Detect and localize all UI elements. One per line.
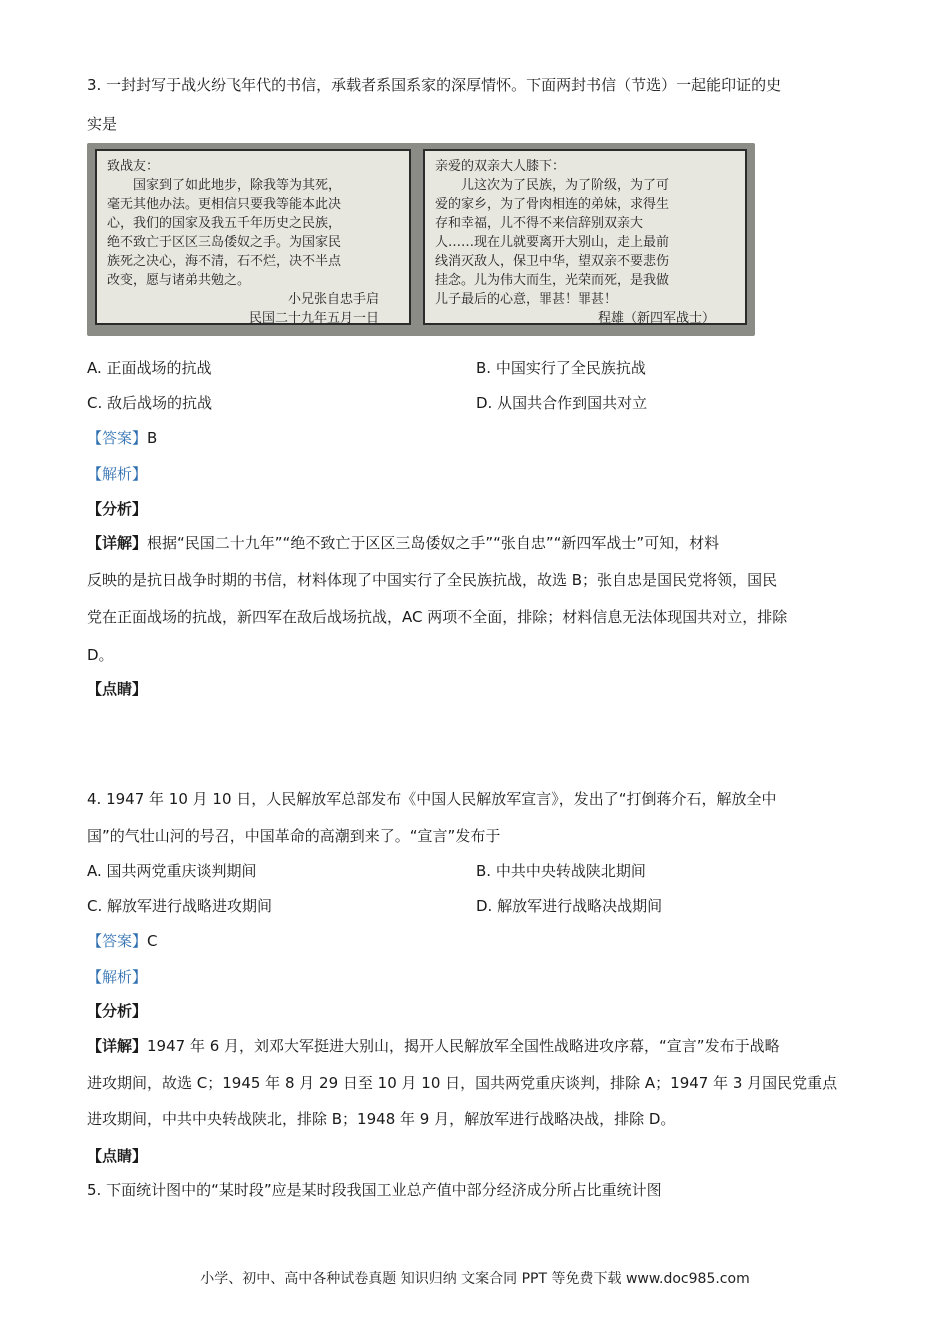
letter-right-line: 爱的家乡，为了骨肉相连的弟妹，求得生 [435, 197, 670, 212]
letter-cheng-xiong [423, 149, 747, 325]
q3-fenxi-label: 【分析】 [87, 500, 148, 518]
letter-right-line: 儿这次为了民族，为了阶级，为了可 [461, 178, 670, 193]
q4-dianjing-label: 【点睛】 [87, 1147, 148, 1165]
q4-analysis-label: 【解析】 [87, 968, 148, 986]
letter-right-line: 儿子最后的心意，罪甚！罪甚！ [435, 292, 618, 307]
q4-answer [87, 930, 877, 952]
detail-text: 1947 年 6 月，刘邓大军挺进大别山，揭开人民解放军全国性战略进攻序幕，“宣言”发布于战略 [147, 1037, 780, 1055]
letter-left-line: 毫无其他办法。更相信只要我等能本此决 [107, 197, 342, 212]
letter-left-line: 国家到了如此地步，除我等为其死， [133, 178, 342, 193]
q3-stem-line2: 实是 [87, 115, 118, 133]
letter-right-signature: 程雄（新四军战士） [597, 311, 715, 326]
footer-text: 小学、初中、高中各种试卷真题 知识归纳 文案合同 PPT 等免费下载 [200, 1271, 622, 1287]
letter-right-line: 人……现在儿就要离开大别山，走上最前 [435, 235, 670, 250]
q3-detail-line2: 反映的是抗日战争时期的书信，材料体现了中国实行了全民族抗战，故选 B；张自忠是国民党将领，国民 [87, 571, 778, 589]
letters-photo [87, 143, 755, 336]
letter-right-line: 线消灭敌人，保卫中华，望双亲不要悲伤 [435, 254, 670, 269]
q4-option-c: C. 解放军进行战略进攻期间 [87, 897, 273, 915]
letter-left-line: 族死之决心，海不清，石不烂，决不半点 [107, 254, 342, 269]
q3-option-c: C. 敌后战场的抗战 [87, 394, 213, 412]
q4-option-d: D. 解放军进行战略决战期间 [476, 897, 663, 915]
detail-label: 【详解】 [87, 534, 148, 552]
q4-option-b: B. 中共中央转战陕北期间 [476, 862, 646, 880]
q3-option-b: B. 中国实行了全民族抗战 [476, 359, 646, 377]
detail-text: 根据“民国二十九年”“绝不致亡于区区三岛倭奴之手”“张自忠”“新四军战士”可知，材料 [147, 534, 720, 552]
letter-left-salutation: 致战友： [107, 159, 160, 174]
q3-detail-line3: 党在正面战场的抗战，新四军在敌后战场抗战，AC 两项不全面，排除；材料信息无法体现国共对立，排除 [87, 608, 788, 626]
letter-right-line: 挂念。儿为伟大而生，光荣而死，是我做 [435, 273, 670, 288]
q3-answer [87, 427, 877, 449]
q4-stem-line1: 4. 1947 年 10 月 10 日，人民解放军总部发布《中国人民解放军宣言》，发出了“打倒蒋介石，解放全中 [87, 790, 777, 808]
q3-stem-line1: 3. 一封封写于战火纷飞年代的书信，承载者系国系家的深厚情怀。下面两封书信（节选）一起能印证的史 [87, 76, 782, 94]
q4-option-a: A. 国共两党重庆谈判期间 [87, 862, 257, 880]
letter-left-line: 绝不致亡于区区三岛倭奴之手。为国家民 [107, 235, 342, 250]
q3-dianjing-label: 【点睛】 [87, 680, 148, 698]
answer-label: 【答案】 [87, 429, 148, 447]
q5-stem-line1: 5. 下面统计图中的“某时段”应是某时段我国工业总产值中部分经济成分所占比重统计图 [87, 1181, 662, 1199]
q4-detail-line3: 进攻期间，中共中央转战陕北，排除 B；1948 年 9 月，解放军进行战略决战，排除 D。 [87, 1110, 676, 1128]
letter-left-signature: 小兄张自忠手启 [287, 292, 379, 307]
q3-option-a: A. 正面战场的抗战 [87, 359, 212, 377]
letter-right-salutation: 亲爱的双亲大人膝下： [435, 159, 566, 174]
q3-analysis-label: 【解析】 [87, 465, 148, 483]
letter-left-line: 改变，愿与诸弟共勉之。 [107, 273, 251, 288]
q3-detail-line1 [87, 532, 877, 554]
answer-value: B [147, 429, 158, 447]
footer-link[interactable]: www.doc985.com [625, 1271, 750, 1287]
letter-left-date: 民国二十九年五月一日 [248, 311, 379, 326]
answer-label: 【答案】 [87, 932, 148, 950]
letter-zhang-zizhong [95, 149, 411, 325]
answer-value: C [147, 932, 158, 950]
letter-left-line: 心，我们的国家及我五千年历史之民族， [107, 216, 342, 231]
q4-detail-line1 [87, 1035, 877, 1057]
q4-stem-line2: 国”的气壮山河的号召，中国革命的高潮到来了。“宣言”发布于 [87, 827, 501, 845]
detail-label: 【详解】 [87, 1037, 148, 1055]
letter-right-line: 存和幸福，儿不得不来信辞别双亲大 [435, 216, 644, 231]
q4-detail-line2: 进攻期间，故选 C；1945 年 8 月 29 日至 10 月 10 日，国共两党重庆谈判，排除 A；1947 年 3 月国民党重点 [87, 1074, 838, 1092]
q4-fenxi-label: 【分析】 [87, 1002, 148, 1020]
page-footer [0, 1268, 950, 1288]
q3-option-d: D. 从国共合作到国共对立 [476, 394, 648, 412]
q3-detail-line4: D。 [87, 646, 114, 664]
